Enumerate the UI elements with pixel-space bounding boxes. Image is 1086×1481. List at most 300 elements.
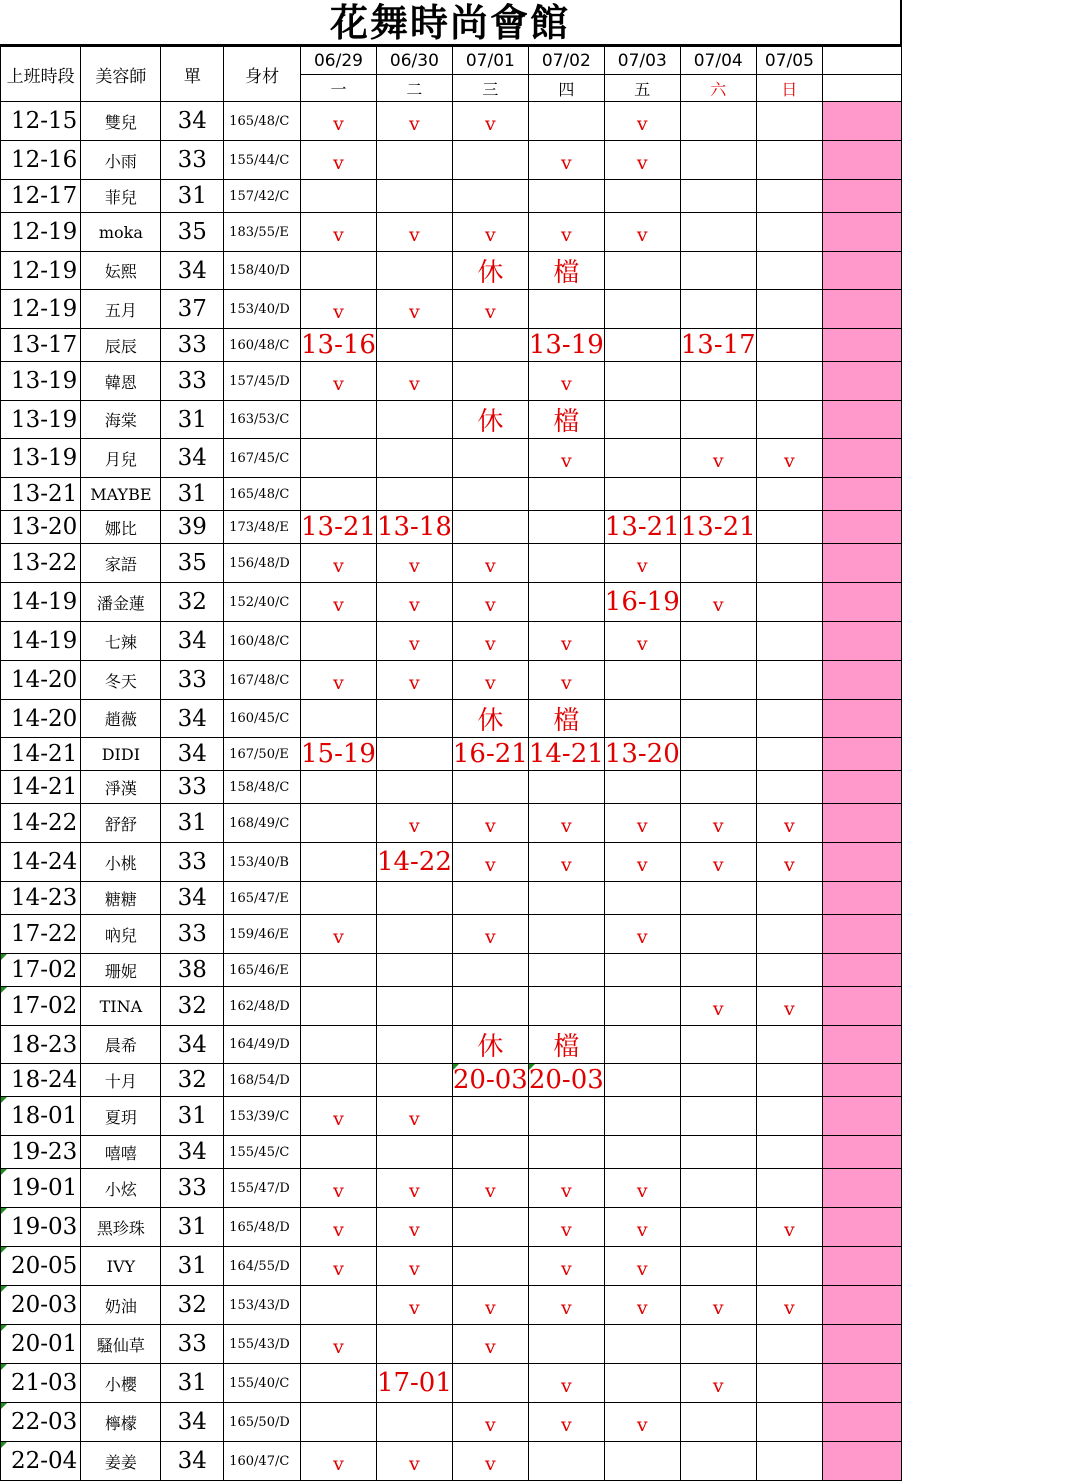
day-cell: v bbox=[604, 1169, 680, 1208]
day-cell bbox=[376, 954, 452, 987]
table-row bbox=[1, 843, 902, 882]
day-cell: 13-19 bbox=[528, 330, 604, 360]
day-cell: v bbox=[528, 1286, 604, 1325]
day-cell bbox=[756, 362, 822, 401]
day-cell bbox=[528, 180, 604, 213]
order-count: 34 bbox=[161, 1026, 224, 1064]
highlight-cell bbox=[823, 290, 902, 329]
header-orders: 單 bbox=[161, 47, 224, 102]
beautician-name: 妘熙 bbox=[81, 252, 161, 290]
highlight-cell bbox=[823, 1403, 902, 1442]
day-cell bbox=[680, 290, 756, 329]
highlight-cell bbox=[823, 700, 902, 738]
day-cell: v bbox=[756, 987, 822, 1026]
beautician-name: 娜比 bbox=[81, 511, 161, 544]
table-row bbox=[1, 1442, 902, 1481]
day-cell: v bbox=[300, 661, 376, 700]
day-cell bbox=[376, 478, 452, 511]
highlight-cell bbox=[823, 1208, 902, 1247]
day-cell: v bbox=[376, 661, 452, 700]
header-date: 07/01 bbox=[452, 47, 528, 75]
day-cell bbox=[300, 439, 376, 478]
table-row bbox=[1, 213, 902, 252]
day-cell bbox=[756, 329, 822, 362]
highlight-cell bbox=[823, 1064, 902, 1097]
shift-cell: 17-02 bbox=[1, 987, 81, 1026]
day-cell bbox=[452, 478, 528, 511]
day-cell bbox=[756, 700, 822, 738]
day-cell bbox=[604, 987, 680, 1026]
table-row bbox=[1, 511, 902, 544]
day-cell bbox=[680, 771, 756, 804]
highlight-cell bbox=[823, 401, 902, 439]
order-count: 35 bbox=[161, 544, 224, 583]
day-cell bbox=[680, 1169, 756, 1208]
day-cell: v bbox=[300, 290, 376, 329]
shift-cell: 12-16 bbox=[1, 141, 81, 180]
beautician-name: 十月 bbox=[81, 1064, 161, 1097]
day-cell bbox=[452, 1136, 528, 1169]
day-cell bbox=[756, 661, 822, 700]
day-cell bbox=[756, 180, 822, 213]
highlight-cell bbox=[823, 362, 902, 401]
shift-cell: 19-03 bbox=[1, 1208, 81, 1247]
order-count: 33 bbox=[161, 771, 224, 804]
figure-cell: 153/40/B bbox=[224, 843, 301, 882]
day-cell bbox=[528, 583, 604, 622]
figure-cell: 164/55/D bbox=[224, 1247, 301, 1286]
beautician-name: 小炫 bbox=[81, 1169, 161, 1208]
order-count: 32 bbox=[161, 1286, 224, 1325]
table-row bbox=[1, 1247, 902, 1286]
day-cell bbox=[756, 252, 822, 290]
day-cell: v bbox=[376, 1097, 452, 1136]
highlight-cell bbox=[823, 439, 902, 478]
beautician-name: IVY bbox=[81, 1247, 161, 1286]
table-row bbox=[1, 401, 902, 439]
day-cell bbox=[756, 915, 822, 954]
day-cell bbox=[604, 1364, 680, 1403]
order-count: 34 bbox=[161, 1442, 224, 1481]
table-row bbox=[1, 1064, 902, 1097]
day-cell: v bbox=[300, 141, 376, 180]
day-cell bbox=[680, 1097, 756, 1136]
day-cell: v bbox=[452, 544, 528, 583]
day-cell: v bbox=[300, 102, 376, 141]
table-row bbox=[1, 771, 902, 804]
day-cell bbox=[756, 1097, 822, 1136]
day-cell: v bbox=[604, 622, 680, 661]
table-row bbox=[1, 1136, 902, 1169]
day-cell: 13-20 bbox=[604, 739, 680, 769]
day-cell: 休 bbox=[452, 700, 528, 738]
day-cell bbox=[300, 1364, 376, 1403]
shift-cell: 19-01 bbox=[1, 1169, 81, 1208]
beautician-name: 嘻嘻 bbox=[81, 1136, 161, 1169]
day-cell bbox=[452, 362, 528, 401]
day-cell bbox=[300, 843, 376, 882]
shift-cell: 13-17 bbox=[1, 329, 81, 362]
day-cell: 檔 bbox=[528, 1026, 604, 1064]
order-count: 32 bbox=[161, 1064, 224, 1097]
shift-cell: 22-04 bbox=[1, 1442, 81, 1481]
day-cell: 休 bbox=[452, 252, 528, 290]
highlight-cell bbox=[823, 102, 902, 141]
shift-cell: 13-22 bbox=[1, 544, 81, 583]
figure-cell: 153/40/D bbox=[224, 290, 301, 329]
day-cell bbox=[680, 622, 756, 661]
table-row bbox=[1, 252, 902, 290]
day-cell bbox=[376, 882, 452, 915]
day-cell bbox=[300, 1136, 376, 1169]
day-cell bbox=[756, 1325, 822, 1364]
day-cell bbox=[756, 511, 822, 544]
highlight-cell bbox=[823, 1442, 902, 1481]
header-date: 06/30 bbox=[376, 47, 452, 75]
day-cell bbox=[376, 738, 452, 771]
day-cell: 20-03 bbox=[452, 1065, 528, 1095]
header-beautician: 美容師 bbox=[81, 47, 161, 102]
table-row bbox=[1, 1325, 902, 1364]
figure-cell: 156/48/D bbox=[224, 544, 301, 583]
highlight-cell bbox=[823, 329, 902, 362]
day-cell: 13-21 bbox=[604, 512, 680, 542]
beautician-name: 雙兒 bbox=[81, 102, 161, 141]
day-cell: v bbox=[756, 439, 822, 478]
shift-cell: 13-20 bbox=[1, 511, 81, 544]
day-cell bbox=[376, 141, 452, 180]
table-row bbox=[1, 882, 902, 915]
day-cell: v bbox=[376, 1169, 452, 1208]
table-row bbox=[1, 700, 902, 738]
day-cell: v bbox=[528, 362, 604, 401]
day-cell bbox=[680, 738, 756, 771]
day-cell bbox=[528, 771, 604, 804]
highlight-cell bbox=[823, 1097, 902, 1136]
day-cell bbox=[756, 102, 822, 141]
day-cell bbox=[756, 622, 822, 661]
header-date: 07/05 bbox=[756, 47, 822, 75]
day-cell bbox=[376, 1026, 452, 1064]
day-cell bbox=[604, 771, 680, 804]
figure-cell: 155/45/C bbox=[224, 1136, 301, 1169]
day-cell bbox=[756, 583, 822, 622]
order-count: 31 bbox=[161, 1097, 224, 1136]
header-figure: 身材 bbox=[224, 47, 301, 102]
day-cell bbox=[300, 882, 376, 915]
order-count: 33 bbox=[161, 843, 224, 882]
figure-cell: 160/45/C bbox=[224, 700, 301, 738]
highlight-cell bbox=[823, 1325, 902, 1364]
table-row bbox=[1, 954, 902, 987]
day-cell: v bbox=[604, 1286, 680, 1325]
day-cell bbox=[604, 1064, 680, 1097]
table-row bbox=[1, 1208, 902, 1247]
figure-cell: 162/48/D bbox=[224, 987, 301, 1026]
day-cell: v bbox=[376, 1208, 452, 1247]
day-cell bbox=[680, 954, 756, 987]
shift-cell: 20-05 bbox=[1, 1247, 81, 1286]
day-cell bbox=[376, 771, 452, 804]
day-cell: v bbox=[376, 362, 452, 401]
day-cell: v bbox=[452, 1325, 528, 1364]
figure-cell: 165/48/C bbox=[224, 478, 301, 511]
figure-cell: 157/45/D bbox=[224, 362, 301, 401]
beautician-name: TINA bbox=[81, 987, 161, 1026]
highlight-cell bbox=[823, 1286, 902, 1325]
day-cell: 13-18 bbox=[376, 512, 452, 542]
figure-cell: 163/53/C bbox=[224, 401, 301, 439]
highlight-cell bbox=[823, 544, 902, 583]
day-cell bbox=[604, 1442, 680, 1481]
day-cell bbox=[300, 1403, 376, 1442]
day-cell bbox=[604, 362, 680, 401]
day-cell: v bbox=[452, 583, 528, 622]
day-cell: v bbox=[756, 1286, 822, 1325]
highlight-cell bbox=[823, 1247, 902, 1286]
beautician-name: 韓恩 bbox=[81, 362, 161, 401]
shift-cell: 18-24 bbox=[1, 1064, 81, 1097]
shift-cell: 14-22 bbox=[1, 804, 81, 843]
beautician-name: 夏玥 bbox=[81, 1097, 161, 1136]
day-cell bbox=[756, 1403, 822, 1442]
day-cell bbox=[300, 1286, 376, 1325]
day-cell bbox=[604, 882, 680, 915]
day-cell: 17-01 bbox=[376, 1364, 452, 1403]
order-count: 34 bbox=[161, 622, 224, 661]
day-cell bbox=[300, 401, 376, 439]
day-cell: 檔 bbox=[528, 700, 604, 738]
shift-cell: 13-21 bbox=[1, 478, 81, 511]
highlight-cell bbox=[823, 882, 902, 915]
figure-cell: 153/43/D bbox=[224, 1286, 301, 1325]
order-count: 34 bbox=[161, 252, 224, 290]
order-count: 33 bbox=[161, 661, 224, 700]
day-cell bbox=[680, 700, 756, 738]
day-cell bbox=[376, 401, 452, 439]
day-cell: 14-21 bbox=[528, 739, 604, 769]
figure-cell: 155/40/C bbox=[224, 1364, 301, 1403]
day-cell: v bbox=[528, 1247, 604, 1286]
beautician-name: 淨漢 bbox=[81, 771, 161, 804]
order-count: 31 bbox=[161, 804, 224, 843]
header-date: 06/29 bbox=[300, 47, 376, 75]
order-count: 31 bbox=[161, 180, 224, 213]
figure-cell: 155/47/D bbox=[224, 1169, 301, 1208]
day-cell: v bbox=[300, 1442, 376, 1481]
beautician-name: 奶油 bbox=[81, 1286, 161, 1325]
order-count: 34 bbox=[161, 1403, 224, 1442]
day-cell bbox=[376, 1325, 452, 1364]
day-cell bbox=[680, 1442, 756, 1481]
figure-cell: 167/48/C bbox=[224, 661, 301, 700]
day-cell: v bbox=[604, 544, 680, 583]
day-cell bbox=[452, 882, 528, 915]
day-cell: v bbox=[376, 290, 452, 329]
day-cell bbox=[528, 102, 604, 141]
day-cell bbox=[376, 252, 452, 290]
header-date: 07/03 bbox=[604, 47, 680, 75]
day-cell: v bbox=[604, 915, 680, 954]
day-cell bbox=[452, 439, 528, 478]
day-cell bbox=[300, 252, 376, 290]
day-cell bbox=[528, 1442, 604, 1481]
day-cell bbox=[300, 478, 376, 511]
day-cell: v bbox=[452, 661, 528, 700]
day-cell: v bbox=[756, 1208, 822, 1247]
day-cell bbox=[604, 439, 680, 478]
day-cell: v bbox=[528, 141, 604, 180]
day-cell: v bbox=[528, 1364, 604, 1403]
beautician-name: 姜姜 bbox=[81, 1442, 161, 1481]
day-cell: 檔 bbox=[528, 252, 604, 290]
day-cell: v bbox=[604, 1247, 680, 1286]
table-row bbox=[1, 180, 902, 213]
day-cell bbox=[756, 738, 822, 771]
shift-cell: 12-17 bbox=[1, 180, 81, 213]
day-cell: v bbox=[300, 1169, 376, 1208]
table-row bbox=[1, 141, 902, 180]
day-cell: 檔 bbox=[528, 401, 604, 439]
day-cell: v bbox=[604, 1403, 680, 1442]
day-cell bbox=[300, 954, 376, 987]
day-cell: v bbox=[680, 583, 756, 622]
shift-cell: 12-15 bbox=[1, 102, 81, 141]
day-cell: v bbox=[680, 804, 756, 843]
day-cell bbox=[756, 1247, 822, 1286]
day-cell bbox=[300, 700, 376, 738]
order-count: 31 bbox=[161, 1364, 224, 1403]
day-cell bbox=[604, 180, 680, 213]
highlight-cell bbox=[823, 622, 902, 661]
day-cell bbox=[680, 362, 756, 401]
table-row bbox=[1, 544, 902, 583]
figure-cell: 153/39/C bbox=[224, 1097, 301, 1136]
day-cell bbox=[452, 141, 528, 180]
order-count: 34 bbox=[161, 700, 224, 738]
beautician-name: 小雨 bbox=[81, 141, 161, 180]
beautician-name: 冬天 bbox=[81, 661, 161, 700]
day-cell bbox=[680, 1064, 756, 1097]
day-cell bbox=[604, 954, 680, 987]
day-cell bbox=[680, 1247, 756, 1286]
table-row bbox=[1, 1097, 902, 1136]
figure-cell: 165/47/E bbox=[224, 882, 301, 915]
day-cell: v bbox=[680, 987, 756, 1026]
table-row bbox=[1, 1364, 902, 1403]
day-cell bbox=[756, 1136, 822, 1169]
highlight-cell bbox=[823, 180, 902, 213]
shift-cell: 14-24 bbox=[1, 843, 81, 882]
day-cell: v bbox=[452, 622, 528, 661]
order-count: 34 bbox=[161, 882, 224, 915]
day-cell: v bbox=[452, 290, 528, 329]
day-cell bbox=[528, 954, 604, 987]
shift-cell: 19-23 bbox=[1, 1136, 81, 1169]
beautician-name: 小桃 bbox=[81, 843, 161, 882]
figure-cell: 155/43/D bbox=[224, 1325, 301, 1364]
day-cell bbox=[756, 1442, 822, 1481]
day-cell: v bbox=[528, 1169, 604, 1208]
day-cell: v bbox=[604, 213, 680, 252]
day-cell: v bbox=[452, 804, 528, 843]
day-cell bbox=[604, 700, 680, 738]
header-weekday: 三 bbox=[452, 75, 528, 102]
highlight-cell bbox=[823, 478, 902, 511]
order-count: 31 bbox=[161, 1208, 224, 1247]
order-count: 34 bbox=[161, 439, 224, 478]
figure-cell: 157/42/C bbox=[224, 180, 301, 213]
day-cell: v bbox=[528, 622, 604, 661]
order-count: 31 bbox=[161, 478, 224, 511]
day-cell: v bbox=[756, 843, 822, 882]
highlight-cell bbox=[823, 661, 902, 700]
day-cell bbox=[452, 1364, 528, 1403]
day-cell: 16-21 bbox=[452, 739, 528, 769]
figure-cell: 173/48/E bbox=[224, 511, 301, 544]
table-row bbox=[1, 804, 902, 843]
day-cell: v bbox=[680, 1364, 756, 1403]
shift-cell: 12-19 bbox=[1, 290, 81, 329]
day-cell: v bbox=[376, 1442, 452, 1481]
shift-cell: 14-23 bbox=[1, 882, 81, 915]
order-count: 31 bbox=[161, 401, 224, 439]
day-cell: 13-21 bbox=[300, 512, 376, 542]
figure-cell: 158/48/C bbox=[224, 771, 301, 804]
beautician-name: 舒舒 bbox=[81, 804, 161, 843]
shift-cell: 22-03 bbox=[1, 1403, 81, 1442]
day-cell: 13-21 bbox=[680, 512, 756, 542]
order-count: 38 bbox=[161, 954, 224, 987]
highlight-cell bbox=[823, 1136, 902, 1169]
day-cell bbox=[452, 329, 528, 362]
figure-cell: 165/48/C bbox=[224, 102, 301, 141]
day-cell: v bbox=[452, 915, 528, 954]
shift-cell: 13-19 bbox=[1, 362, 81, 401]
day-cell bbox=[680, 478, 756, 511]
shift-cell: 18-01 bbox=[1, 1097, 81, 1136]
shift-cell: 18-23 bbox=[1, 1026, 81, 1064]
day-cell bbox=[604, 401, 680, 439]
day-cell bbox=[528, 1325, 604, 1364]
day-cell bbox=[756, 1026, 822, 1064]
day-cell bbox=[680, 661, 756, 700]
figure-cell: 158/40/D bbox=[224, 252, 301, 290]
day-cell: v bbox=[528, 661, 604, 700]
day-cell bbox=[604, 1097, 680, 1136]
day-cell: v bbox=[376, 804, 452, 843]
day-cell: v bbox=[376, 544, 452, 583]
day-cell: v bbox=[452, 1403, 528, 1442]
highlight-cell bbox=[823, 987, 902, 1026]
day-cell: 13-16 bbox=[300, 330, 376, 360]
day-cell bbox=[680, 252, 756, 290]
day-cell: v bbox=[300, 362, 376, 401]
day-cell: v bbox=[300, 1247, 376, 1286]
header-date: 07/04 bbox=[680, 47, 756, 75]
table-row bbox=[1, 987, 902, 1026]
day-cell bbox=[680, 915, 756, 954]
header-weekday: 五 bbox=[604, 75, 680, 102]
day-cell: v bbox=[756, 804, 822, 843]
order-count: 34 bbox=[161, 738, 224, 771]
day-cell: v bbox=[376, 583, 452, 622]
figure-cell: 165/50/D bbox=[224, 1403, 301, 1442]
order-count: 32 bbox=[161, 583, 224, 622]
day-cell bbox=[376, 987, 452, 1026]
day-cell bbox=[756, 401, 822, 439]
beautician-name: 晨希 bbox=[81, 1026, 161, 1064]
